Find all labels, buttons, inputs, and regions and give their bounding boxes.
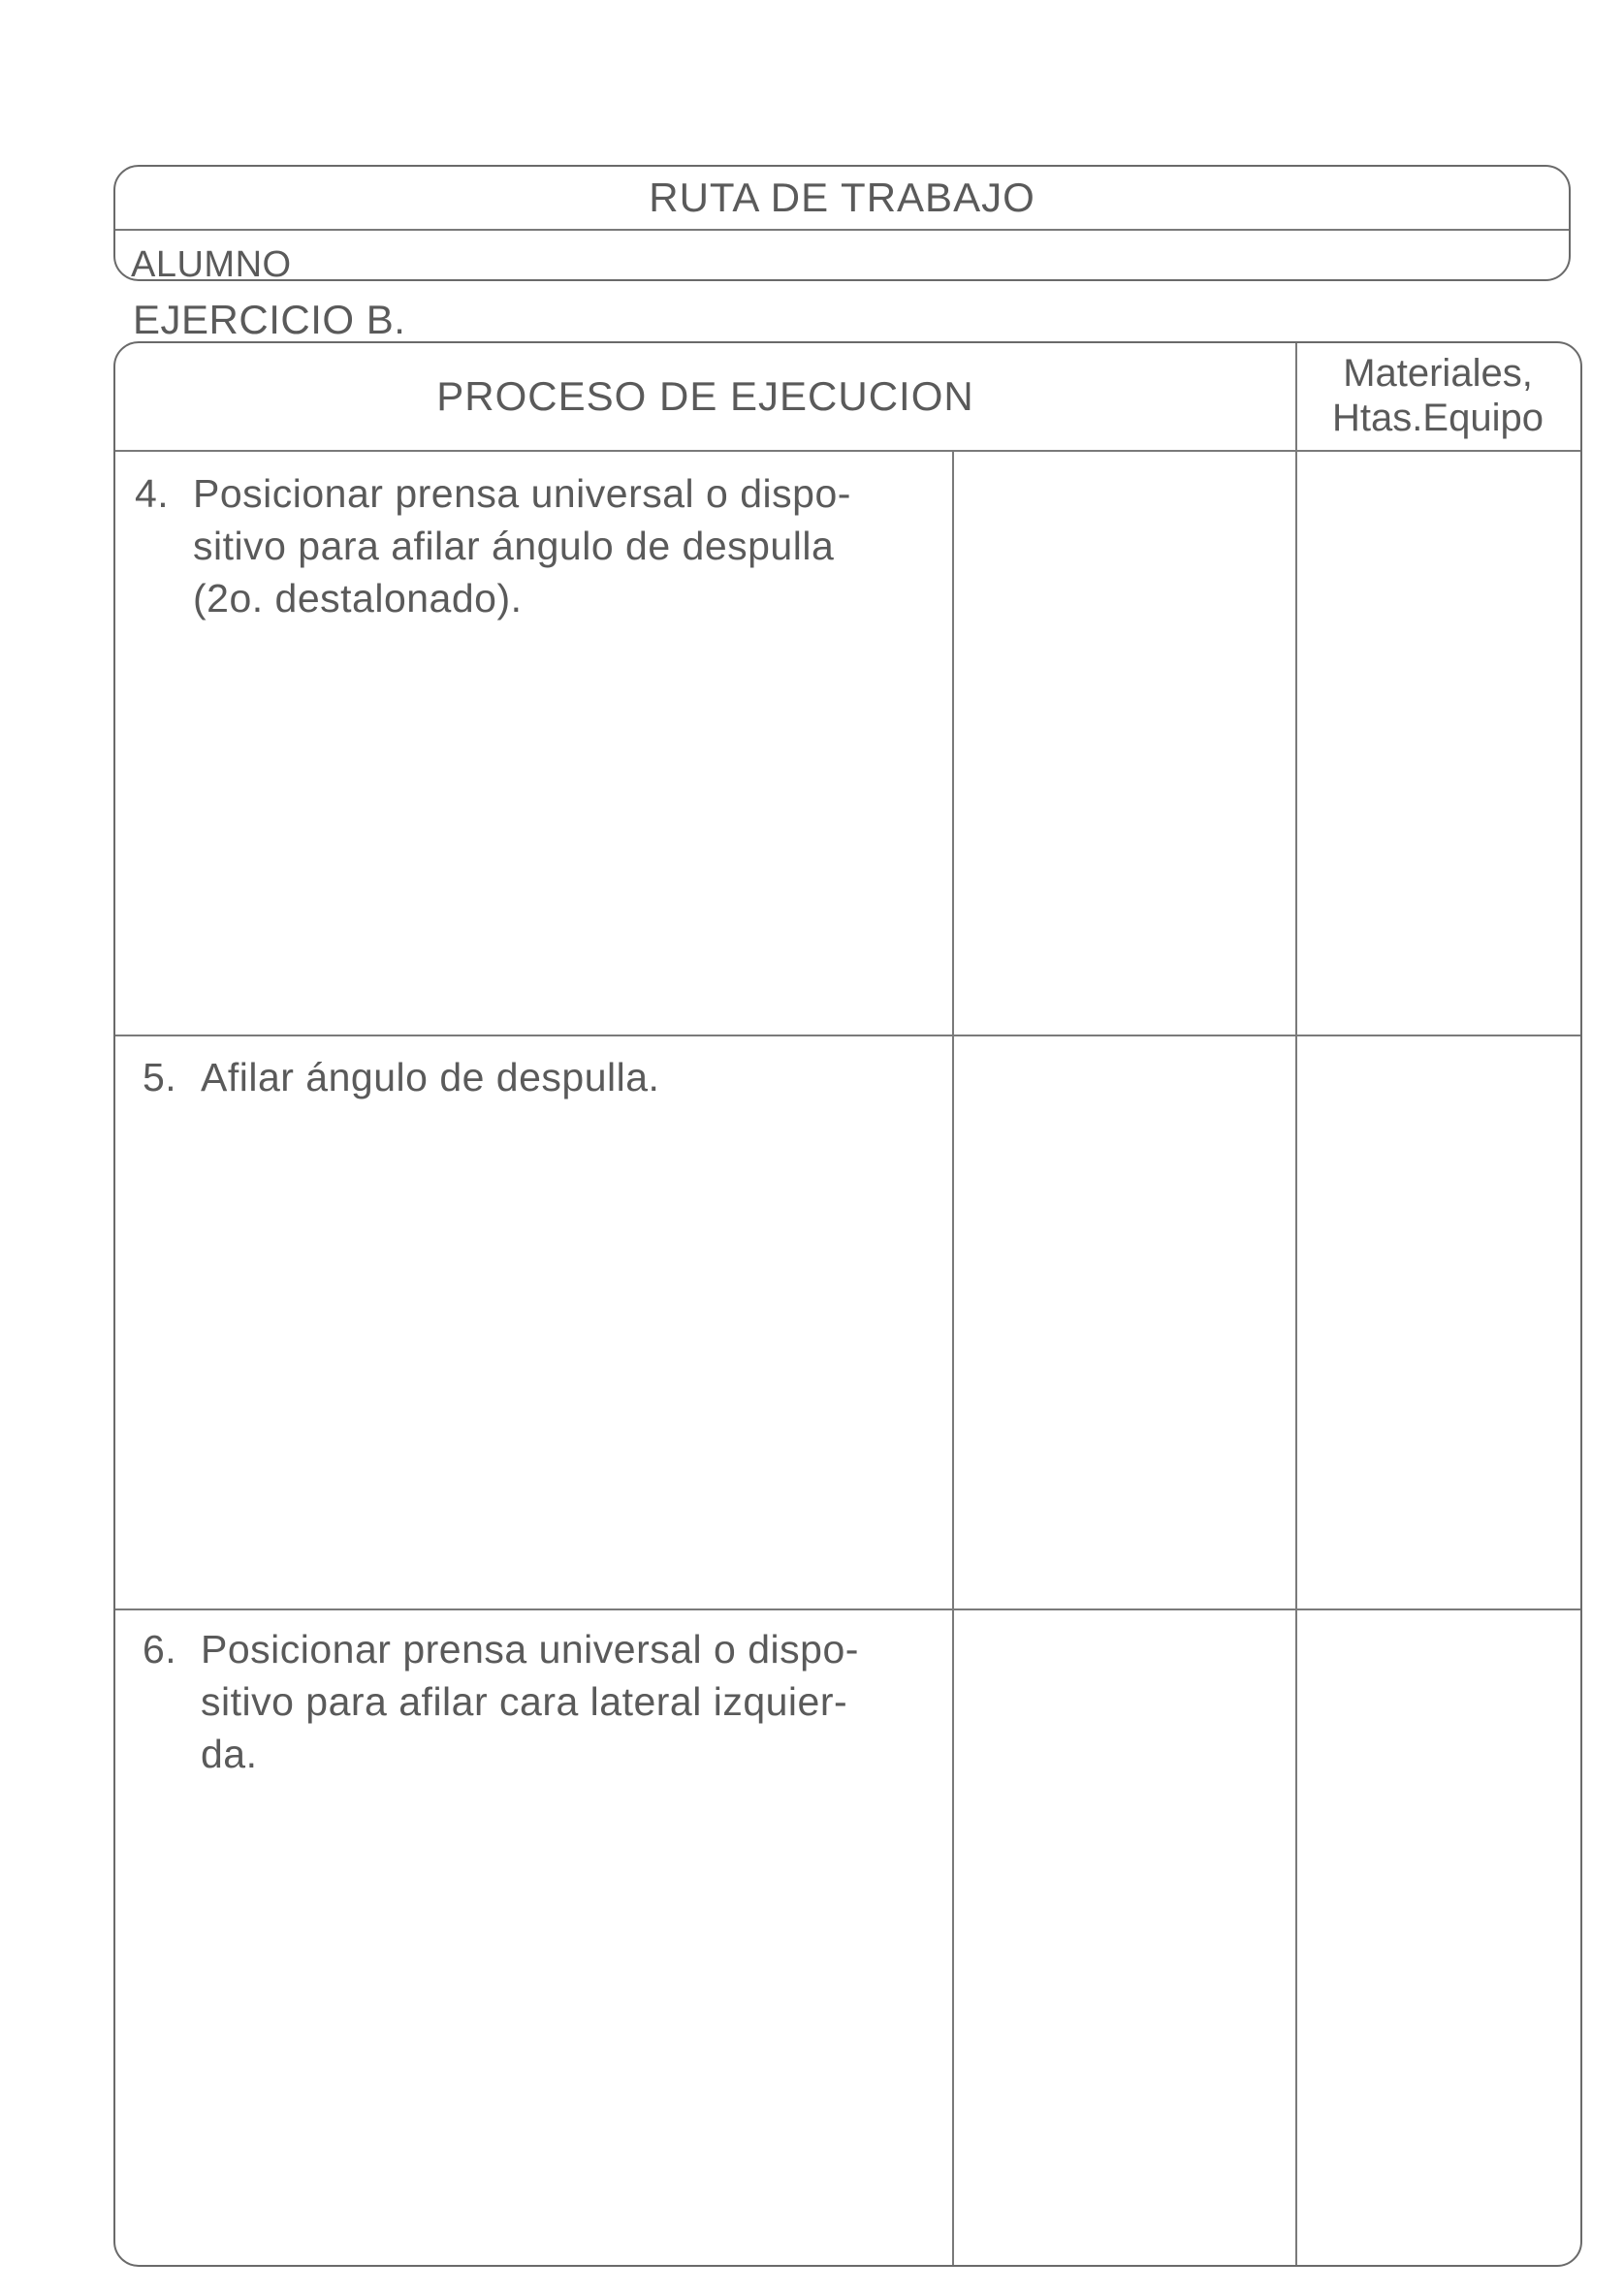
- step-number: 6.: [143, 1627, 177, 1672]
- step-text-line: Posicionar prensa universal o dispo-: [201, 1627, 859, 1672]
- step-text-line: da.: [201, 1732, 258, 1776]
- step-text-line: Posicionar prensa universal o dispo-: [193, 471, 851, 516]
- row-divider-2: [115, 1608, 1580, 1610]
- step-row-4: [135, 467, 939, 624]
- process-column-header: PROCESO DE EJECUCION: [436, 373, 974, 419]
- step-number: 5.: [143, 1055, 177, 1099]
- process-table: [113, 341, 1582, 2267]
- column-divider-middle: [952, 450, 954, 2265]
- materials-column-header: [1295, 351, 1580, 440]
- student-label: ALUMNO: [131, 244, 292, 285]
- page-title: RUTA DE TRABAJO: [115, 167, 1569, 231]
- exercise-label: EJERCICIO B.: [133, 297, 406, 342]
- step-text-line: sitivo para afilar cara lateral izquier-: [201, 1679, 848, 1724]
- step-text-line: Afilar ángulo de despulla.: [201, 1055, 660, 1099]
- materials-header-line-1: Materiales,: [1343, 352, 1533, 395]
- step-row-6: [143, 1623, 947, 1780]
- header-divider: [115, 450, 1580, 452]
- step-text-line: sitivo para afilar ángulo de despulla: [193, 524, 835, 568]
- work-route-header: [113, 165, 1571, 285]
- step-text-line: (2o. destalonado).: [193, 576, 523, 621]
- materials-header-line-2: Htas.Equipo: [1332, 397, 1544, 439]
- column-divider-materials: [1295, 343, 1297, 2265]
- row-divider-1: [115, 1035, 1580, 1036]
- step-row-5: [143, 1051, 947, 1103]
- step-number: 4.: [135, 471, 170, 516]
